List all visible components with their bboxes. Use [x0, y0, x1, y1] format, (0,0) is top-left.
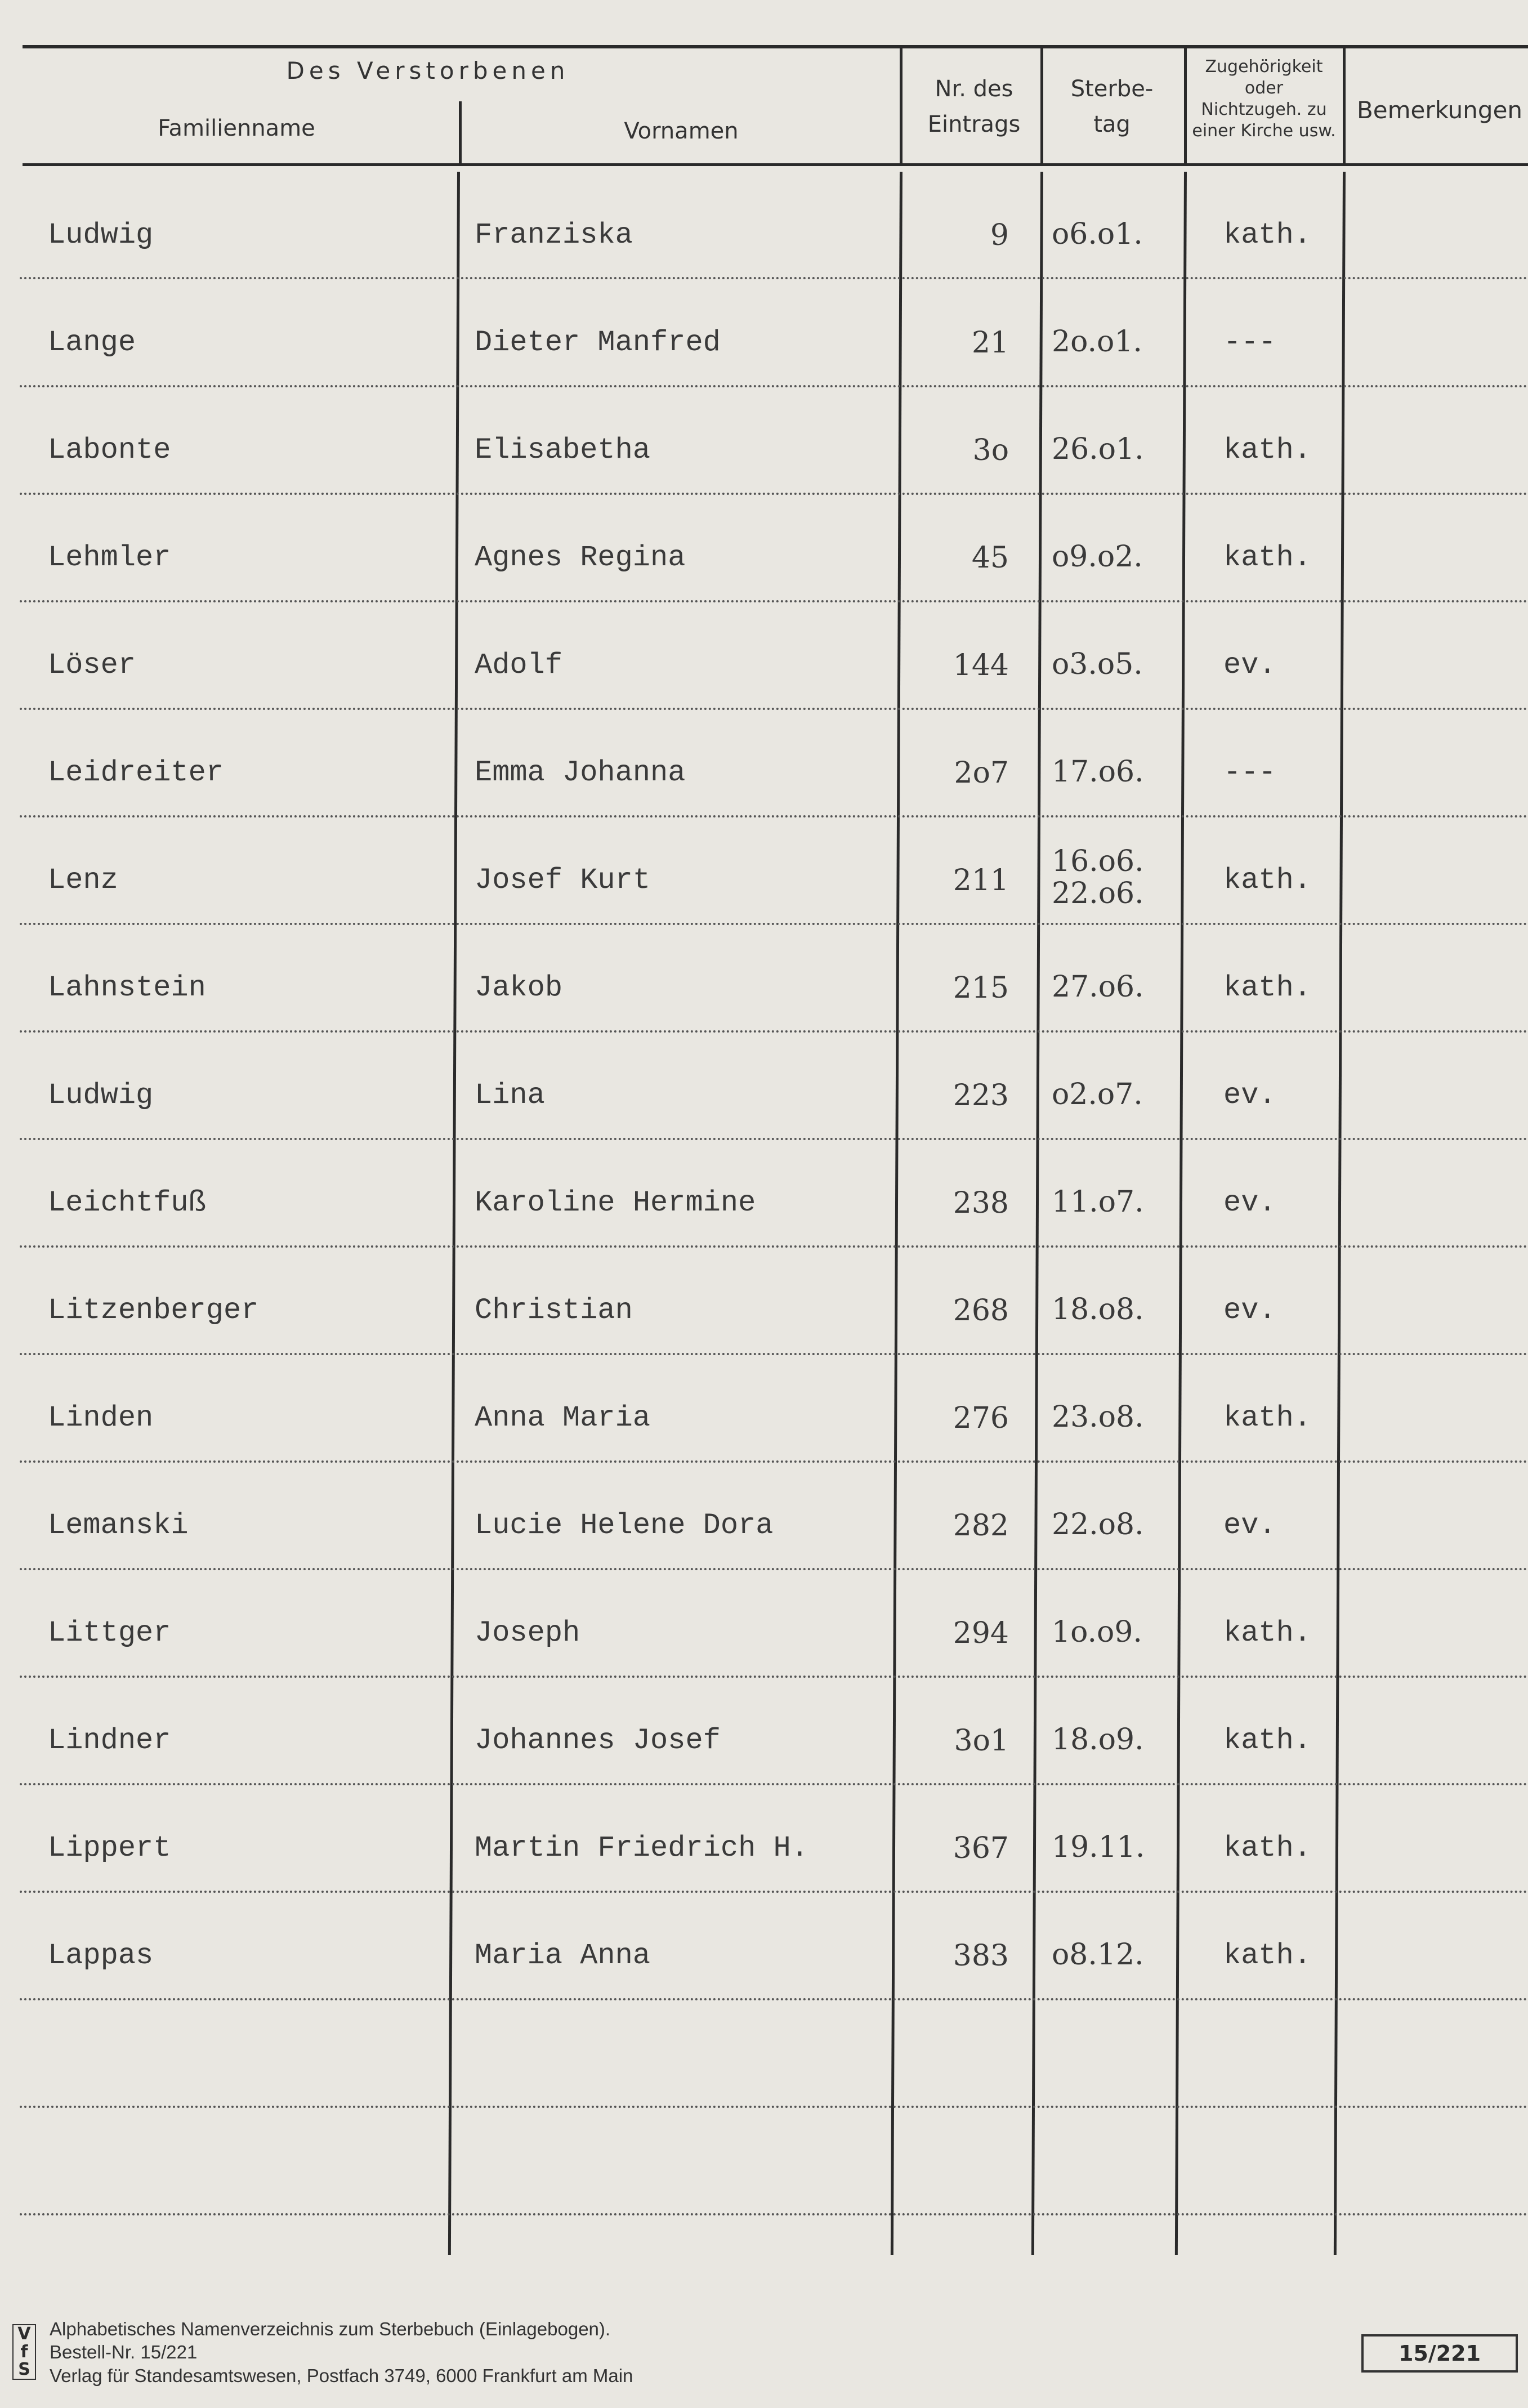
- cell-kirche: kath.: [1223, 434, 1312, 467]
- header-kirche-2: oder: [1244, 78, 1284, 98]
- sterbetag-line-1: 16.o6.: [1052, 845, 1144, 878]
- cell-nr: 276: [953, 1401, 1009, 1435]
- cell-kirche: kath.: [1223, 218, 1312, 252]
- cell-vornamen: Agnes Regina: [475, 541, 686, 574]
- logo-letter: f: [20, 2342, 28, 2362]
- footer-line-2: Bestell-Nr. 15/221: [50, 2342, 198, 2363]
- logo-letter: V: [17, 2324, 31, 2344]
- header-vornamen: Vornamen: [624, 118, 739, 144]
- cell-familienname: Labonte: [48, 434, 171, 467]
- cell-sterbetag: [1052, 326, 1187, 358]
- cell-sterbetag: [1052, 1939, 1187, 1971]
- sterbetag-line-1: 22.o8.: [1052, 1508, 1144, 1542]
- cell-sterbetag: [1052, 649, 1187, 681]
- sterbetag-line-1: o8.12.: [1052, 1938, 1144, 1972]
- row-separator: [20, 600, 1528, 602]
- cell-familienname: Lange: [48, 326, 136, 359]
- cell-sterbetag: [1052, 434, 1187, 466]
- cell-vornamen: Joseph: [475, 1616, 580, 1650]
- row-separator: [20, 1245, 1528, 1248]
- sterbetag-line-1: o9.o2.: [1052, 540, 1143, 574]
- row-separator: [20, 1676, 1528, 1678]
- sterbetag-line-1: o6.o1.: [1052, 217, 1143, 251]
- header-divider-kirche: [1184, 48, 1187, 164]
- header-divider-nr: [900, 48, 902, 164]
- cell-familienname: Litzenberger: [48, 1294, 259, 1327]
- cell-nr: 367: [953, 1831, 1009, 1865]
- row-separator: [20, 2106, 1528, 2108]
- cell-vornamen: Christian: [475, 1294, 633, 1327]
- cell-familienname: Littger: [48, 1616, 171, 1650]
- row-separator: [20, 277, 1528, 279]
- cell-familienname: Linden: [48, 1401, 154, 1435]
- row-separator: [20, 1353, 1528, 1355]
- cell-kirche: kath.: [1223, 1831, 1312, 1865]
- column-line-familienname: [448, 172, 460, 2255]
- cell-nr: 144: [953, 649, 1009, 682]
- cell-sterbetag: [1052, 756, 1187, 788]
- row-separator: [20, 2213, 1528, 2215]
- footer-line-1: Alphabetisches Namenverzeichnis zum Sterbebuch (Einlagebogen).: [50, 2318, 611, 2339]
- column-line-bemerkungen: [1334, 172, 1346, 2255]
- row-separator: [20, 1030, 1528, 1033]
- cell-sterbetag: [1052, 1724, 1187, 1756]
- cell-vornamen: Jakob: [475, 971, 563, 1004]
- cell-vornamen: Lucie Helene Dora: [475, 1509, 774, 1542]
- header-nr-des: Nr. des: [935, 76, 1013, 102]
- cell-sterbetag: [1052, 1079, 1187, 1111]
- footer-line-3: Verlag für Standesamtswesen, Postfach 3749, 6000 Frankfurt am Main: [50, 2365, 633, 2386]
- cell-nr: 3o1: [954, 1724, 1009, 1758]
- cell-kirche: kath.: [1223, 1616, 1312, 1650]
- header-sterbe: Sterbe-: [1070, 76, 1154, 102]
- cell-vornamen: Dieter Manfred: [475, 326, 721, 359]
- header-kirche-3: Nichtzugeh. zu: [1201, 100, 1327, 119]
- cell-nr: 238: [953, 1186, 1009, 1220]
- cell-familienname: Lahnstein: [48, 971, 206, 1004]
- column-line-sterbetag: [1031, 172, 1043, 2255]
- cell-vornamen: Elisabetha: [475, 434, 651, 467]
- cell-vornamen: Josef Kurt: [475, 864, 651, 897]
- row-separator: [20, 923, 1528, 925]
- row-separator: [20, 708, 1528, 710]
- cell-kirche: kath.: [1223, 864, 1312, 897]
- cell-nr: 45: [971, 541, 1009, 575]
- sterbetag-line-2: 22.o6.: [1052, 877, 1144, 911]
- header-eintrags: Eintrags: [927, 111, 1021, 137]
- sterbetag-line-1: 26.o1.: [1052, 432, 1144, 466]
- cell-sterbetag: [1052, 1401, 1187, 1433]
- header-kirche-4: einer Kirche usw.: [1192, 121, 1336, 141]
- cell-kirche: ev.: [1223, 1294, 1276, 1327]
- cell-sterbetag: [1052, 1616, 1187, 1648]
- publisher-logo-icon: [12, 2324, 36, 2380]
- cell-familienname: Leidreiter: [48, 756, 224, 789]
- cell-nr: 383: [953, 1939, 1009, 1973]
- row-separator: [20, 1998, 1528, 2000]
- cell-vornamen: Franziska: [475, 218, 633, 252]
- cell-kirche: ---: [1223, 326, 1276, 359]
- cell-sterbetag: [1052, 218, 1187, 251]
- sterbetag-line-1: 19.11.: [1052, 1830, 1145, 1864]
- cell-sterbetag: [1052, 1186, 1187, 1218]
- cell-sterbetag: [1052, 1294, 1187, 1326]
- cell-familienname: Ludwig: [48, 218, 154, 252]
- cell-nr: 294: [953, 1616, 1009, 1650]
- header-group-title: Des Verstorbenen: [286, 57, 570, 84]
- cell-sterbetag: [1052, 971, 1187, 1003]
- cell-familienname: Lenz: [48, 864, 118, 897]
- cell-familienname: Lappas: [48, 1939, 154, 1972]
- cell-familienname: Lemanski: [48, 1509, 189, 1542]
- sterbetag-line-1: o3.o5.: [1052, 647, 1143, 681]
- cell-sterbetag: [1052, 846, 1187, 910]
- cell-nr: 211: [953, 864, 1009, 897]
- cell-nr: 215: [953, 971, 1009, 1005]
- cell-kirche: kath.: [1223, 541, 1312, 574]
- header-bottom-rule: [23, 163, 1528, 166]
- cell-nr: 21: [971, 326, 1009, 360]
- cell-familienname: Leichtfuß: [48, 1186, 206, 1219]
- row-separator: [20, 1460, 1528, 1463]
- cell-nr: 9: [990, 218, 1009, 252]
- row-separator: [20, 385, 1528, 387]
- cell-vornamen: Johannes Josef: [475, 1724, 721, 1757]
- sterbetag-line-1: 23.o8.: [1052, 1400, 1144, 1434]
- header-familienname: Familienname: [158, 115, 315, 141]
- cell-nr: 268: [953, 1294, 1009, 1328]
- sterbetag-line-1: 27.o6.: [1052, 970, 1144, 1004]
- cell-vornamen: Lina: [475, 1079, 545, 1112]
- header-bemerkungen: Bemerkungen: [1356, 96, 1523, 124]
- cell-sterbetag: [1052, 541, 1187, 573]
- cell-kirche: ev.: [1223, 1509, 1276, 1542]
- cell-vornamen: Martin Friedrich H.: [475, 1831, 808, 1865]
- cell-nr: 3o: [972, 434, 1009, 467]
- row-separator: [20, 493, 1528, 495]
- cell-sterbetag: [1052, 1831, 1187, 1864]
- cell-kirche: kath.: [1223, 1939, 1312, 1972]
- column-line-nr: [891, 172, 902, 2255]
- cell-nr: 223: [953, 1079, 1009, 1113]
- header-tag: tag: [1093, 111, 1131, 137]
- cell-nr: 282: [953, 1509, 1009, 1543]
- cell-familienname: Ludwig: [48, 1079, 154, 1112]
- sterbetag-line-1: 1o.o9.: [1052, 1615, 1142, 1649]
- cell-vornamen: Maria Anna: [475, 1939, 651, 1972]
- sterbetag-line-1: 11.o7.: [1052, 1185, 1144, 1219]
- row-separator: [20, 815, 1528, 817]
- cell-familienname: Lippert: [48, 1831, 171, 1865]
- sterbetag-line-1: 17.o6.: [1052, 755, 1144, 789]
- cell-kirche: ---: [1223, 756, 1276, 789]
- cell-kirche: ev.: [1223, 1079, 1276, 1112]
- row-separator: [20, 1138, 1528, 1140]
- cell-kirche: ev.: [1223, 1186, 1276, 1219]
- cell-vornamen: Anna Maria: [475, 1401, 651, 1435]
- logo-letter: S: [18, 2360, 30, 2379]
- sterbetag-line-1: o2.o7.: [1052, 1078, 1143, 1111]
- header-kirche-1: Zugehörigkeit: [1205, 57, 1323, 77]
- cell-sterbetag: [1052, 1509, 1187, 1541]
- cell-vornamen: Emma Johanna: [475, 756, 686, 789]
- row-separator: [20, 1891, 1528, 1893]
- order-number-box: 15/221: [1361, 2334, 1518, 2373]
- header-divider-familienname: [459, 101, 462, 164]
- header-divider-bemerkungen: [1343, 48, 1346, 164]
- sterbetag-line-1: 2o.o1.: [1052, 325, 1142, 359]
- top-rule: [23, 45, 1528, 48]
- footer-text: [50, 2317, 633, 2387]
- cell-vornamen: Karoline Hermine: [475, 1186, 756, 1219]
- cell-vornamen: Adolf: [475, 649, 563, 682]
- row-separator: [20, 1783, 1528, 1785]
- cell-familienname: Löser: [48, 649, 136, 682]
- row-separator: [20, 1568, 1528, 1570]
- header-divider-sterbetag: [1040, 48, 1043, 164]
- cell-kirche: kath.: [1223, 1401, 1312, 1435]
- cell-familienname: Lehmler: [48, 541, 171, 574]
- cell-kirche: kath.: [1223, 971, 1312, 1004]
- sterbetag-line-1: 18.o9.: [1052, 1723, 1144, 1757]
- cell-familienname: Lindner: [48, 1724, 171, 1757]
- sterbetag-line-1: 18.o8.: [1052, 1293, 1144, 1326]
- cell-nr: 2o7: [954, 756, 1009, 790]
- cell-kirche: kath.: [1223, 1724, 1312, 1757]
- cell-kirche: ev.: [1223, 649, 1276, 682]
